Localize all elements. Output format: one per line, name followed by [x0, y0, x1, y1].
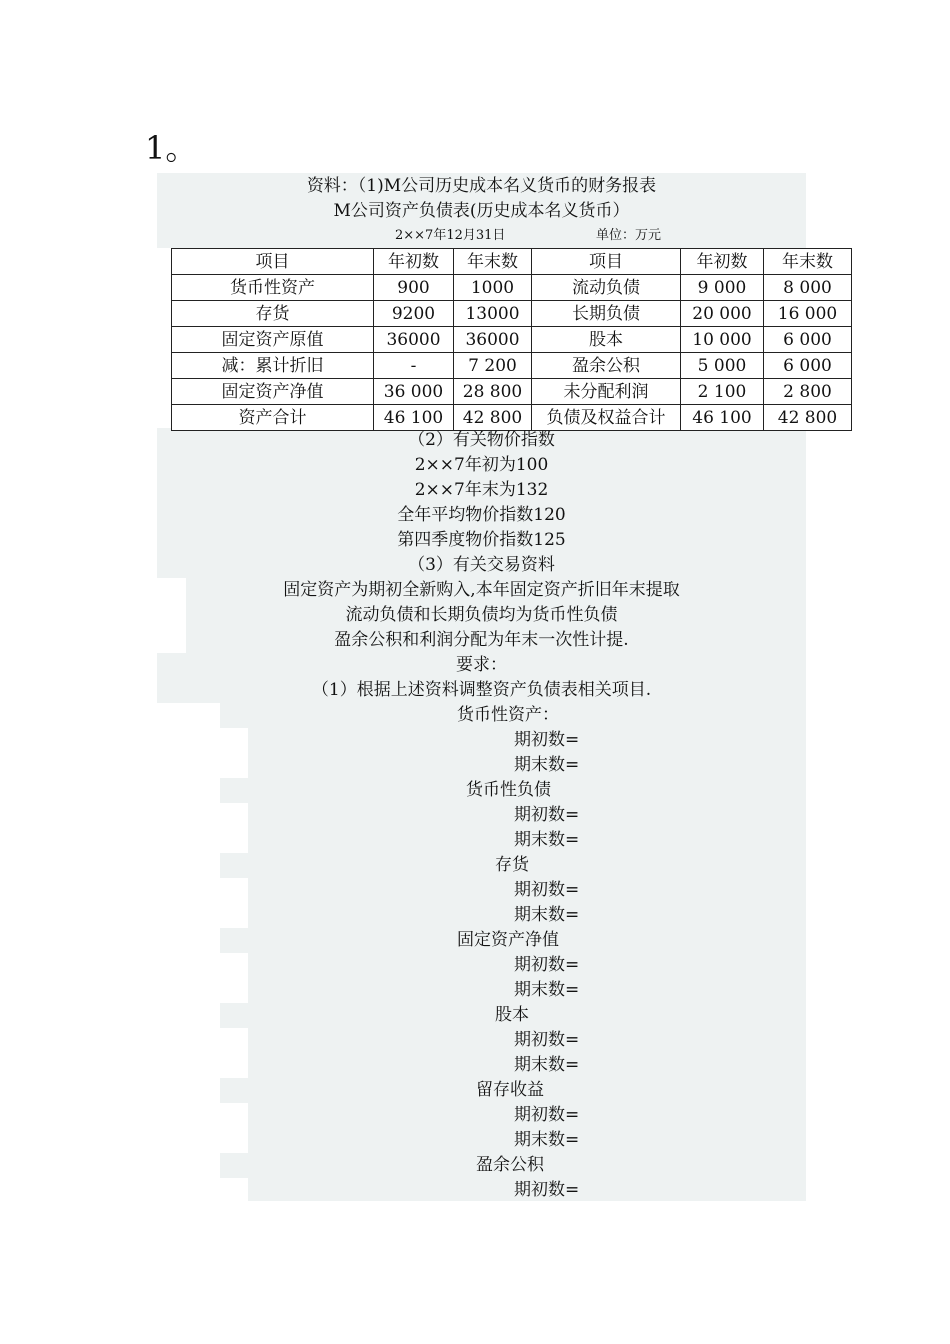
table-cell: 货币性资产	[172, 275, 374, 301]
shade-band-tab-1	[220, 778, 248, 803]
table-cell: 46 100	[374, 405, 454, 431]
transaction-heading: （3）有关交易资料	[408, 555, 555, 575]
end-value: 期末数=	[514, 1055, 580, 1075]
header-item-right: 项目	[532, 249, 681, 275]
table-cell: 股本	[532, 327, 681, 353]
item-inventory: 存货	[495, 855, 529, 875]
table-cell: 10 000	[681, 327, 764, 353]
table-cell: 7 200	[454, 353, 532, 379]
table-cell: -	[374, 353, 454, 379]
table-cell: 固定资产净值	[172, 379, 374, 405]
table-cell: 9 000	[681, 275, 764, 301]
shade-band-tab-5	[220, 1078, 248, 1103]
shade-band-tab-2	[220, 853, 248, 878]
begin-value: 期初数=	[514, 880, 580, 900]
header-item-left: 项目	[172, 249, 374, 275]
shade-band-tab-6	[220, 1153, 248, 1178]
table-date: 2××7年12月31日	[395, 228, 506, 243]
item-monetary-liabilities: 货币性负债	[466, 780, 551, 800]
header-begin-left: 年初数	[374, 249, 454, 275]
table-header-row	[172, 249, 852, 275]
table-cell: 28 800	[454, 379, 532, 405]
table-row	[172, 405, 852, 431]
transaction-line-2: 流动负债和长期负债均为货币性负债	[345, 605, 618, 625]
section-number: 1。	[145, 129, 198, 167]
table-cell: 8 000	[764, 275, 852, 301]
end-value: 期末数=	[514, 980, 580, 1000]
item-surplus-reserve: 盈余公积	[476, 1155, 544, 1175]
header-end-left: 年末数	[454, 249, 532, 275]
shade-band-tab-4	[220, 1003, 248, 1028]
price-index-average: 全年平均物价指数120	[397, 505, 566, 525]
item-retained-earnings: 留存收益	[476, 1080, 544, 1100]
table-row	[172, 353, 852, 379]
table-title: M公司资产负债表(历史成本名义货币）	[333, 201, 630, 221]
table-cell: 2 100	[681, 379, 764, 405]
table-cell: 13000	[454, 301, 532, 327]
table-cell: 减：累计折旧	[172, 353, 374, 379]
requirement-1: （1）根据上述资料调整资产负债表相关项目.	[311, 680, 652, 700]
table-cell: 9200	[374, 301, 454, 327]
table-cell: 36000	[454, 327, 532, 353]
table-cell: 存货	[172, 301, 374, 327]
header-end-right: 年末数	[764, 249, 852, 275]
table-row	[172, 327, 852, 353]
table-cell: 未分配利润	[532, 379, 681, 405]
begin-value: 期初数=	[514, 1180, 580, 1200]
table-cell: 资产合计	[172, 405, 374, 431]
item-share-capital: 股本	[495, 1005, 529, 1025]
table-row	[172, 379, 852, 405]
table-row	[172, 275, 852, 301]
end-value: 期末数=	[514, 830, 580, 850]
table-cell: 6 000	[764, 353, 852, 379]
table-cell: 36 000	[374, 379, 454, 405]
table-cell: 负债及权益合计	[532, 405, 681, 431]
table-cell: 42 800	[764, 405, 852, 431]
material-title: 资料：（1)M公司历史成本名义货币的财务报表	[306, 176, 657, 196]
end-value: 期末数=	[514, 905, 580, 925]
table-cell: 16 000	[764, 301, 852, 327]
table-unit: 单位：万元	[596, 228, 662, 243]
shade-band-tab-3	[220, 928, 248, 953]
begin-value: 期初数=	[514, 1105, 580, 1125]
price-index-heading: （2）有关物价指数	[408, 430, 555, 450]
table-cell: 长期负债	[532, 301, 681, 327]
table-cell: 6 000	[764, 327, 852, 353]
table-row	[172, 301, 852, 327]
end-value: 期末数=	[514, 1130, 580, 1150]
table-cell: 1000	[454, 275, 532, 301]
price-index-begin: 2××7年初为100	[414, 455, 549, 475]
item-monetary-assets: 货币性资产：	[457, 705, 559, 725]
header-begin-right: 年初数	[681, 249, 764, 275]
table-cell: 36000	[374, 327, 454, 353]
begin-value: 期初数=	[514, 1030, 580, 1050]
begin-value: 期初数=	[514, 730, 580, 750]
transaction-line-1: 固定资产为期初全新购入,本年固定资产折旧年末提取	[283, 580, 680, 600]
table-cell: 20 000	[681, 301, 764, 327]
table-cell: 固定资产原值	[172, 327, 374, 353]
transaction-line-3: 盈余公积和利润分配为年末一次性计提.	[334, 630, 629, 650]
price-index-end: 2××7年末为132	[414, 480, 549, 500]
price-index-q4: 第四季度物价指数125	[397, 530, 566, 550]
requirement-heading: 要求：	[456, 655, 507, 675]
table-cell: 42 800	[454, 405, 532, 431]
table-cell: 盈余公积	[532, 353, 681, 379]
begin-value: 期初数=	[514, 805, 580, 825]
table-cell: 46 100	[681, 405, 764, 431]
table-cell: 900	[374, 275, 454, 301]
balance-sheet-table	[171, 248, 852, 431]
item-fixed-assets-net: 固定资产净值	[457, 930, 559, 950]
begin-value: 期初数=	[514, 955, 580, 975]
table-cell: 2 800	[764, 379, 852, 405]
table-cell: 流动负债	[532, 275, 681, 301]
end-value: 期末数=	[514, 755, 580, 775]
table-cell: 5 000	[681, 353, 764, 379]
